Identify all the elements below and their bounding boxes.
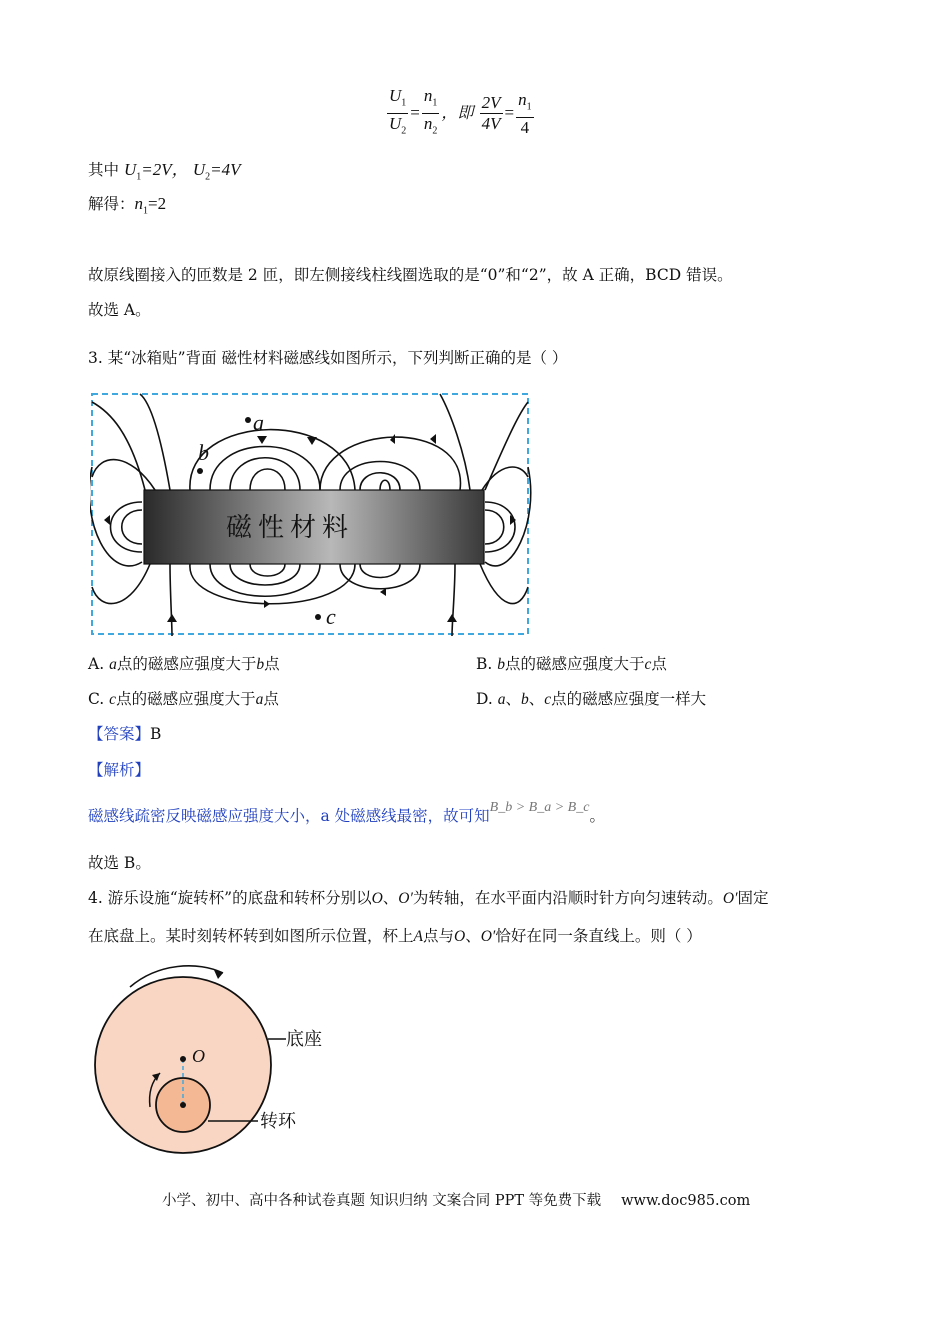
point-c-label: c [326, 604, 336, 629]
ring-label: 转环 [260, 1111, 296, 1132]
footer-url[interactable]: www.doc985.com [621, 1193, 751, 1209]
formula-line: $\frac{U_1}{U_2}$ = $\frac{n_1}{n_2}$ ，即 $\frac{2V}{4V}$ = $\frac{n_1}{4}$ [385, 86, 536, 142]
conclusion-paragraph: 故原线圈接入的匝数是 2 匝，即左侧接线柱线圈选取的是“0”和“2”，故 A 正确，BCD 错误。 [88, 266, 733, 284]
given-values-line: 其中 $U_1=2V$， $U_2=4V$ [88, 160, 241, 183]
select-a-line: 故选 A。 [88, 301, 151, 319]
question-3-stem: 3. 某“冰箱贴”背面 磁性材料磁感线如图所示，下列判断正确的是（ ） [88, 349, 568, 367]
magnetic-field-figure [90, 392, 532, 638]
question-4-stem-line1: 4. 游乐设施“旋转杯”的底盘和转杯分别以O、O′为转轴，在水平面内沿顺时针方向匀速转动。O′固定 [88, 889, 769, 907]
option-b[interactable]: B. b点的磁感应强度大于c点 [476, 655, 667, 673]
fraction-2v-4v: $\frac{2V}{4V}$ [481, 93, 501, 134]
base-label: 底座 [286, 1029, 322, 1050]
question-4-stem-line2: 在底盘上。某时刻转杯转到如图所示位置，杯上A点与O、O′恰好在同一条直线上。则（ ） [88, 927, 702, 945]
answer-line: 【答案】B [88, 725, 162, 743]
fraction-n1-4: $\frac{n_1}{4}$ [518, 89, 532, 138]
footer: 小学、初中、高中各种试卷真题 知识归纳 文案合同 PPT 等免费下载 www.doc985.com [162, 1193, 751, 1209]
point-b-label: b [198, 440, 209, 465]
center-o-label: O [192, 1046, 205, 1066]
select-b-line: 故选 B。 [88, 854, 151, 872]
fraction-n1-n2: $\frac{n_1}{n_2}$ [423, 86, 438, 137]
analysis-inequality: B_b > B_a > B_c [489, 800, 590, 815]
point-a-label: a [253, 410, 264, 435]
material-label: 磁性材料 [225, 513, 355, 543]
option-a[interactable]: A. a点的磁感应强度大于b点 [88, 655, 280, 673]
option-d[interactable]: D. a、b、c点的磁感应强度一样大 [476, 690, 707, 708]
fraction-u1-u2: $\frac{U_1}{U_2}$ [389, 86, 407, 137]
analysis-line: 磁感线疏密反映磁感应强度大小，a 处磁感线最密，故可知B_b > B_a > B_c。 [88, 800, 605, 825]
analysis-tag: 【解析】 [88, 761, 151, 779]
solution-line: 解得：$n_1=2$ [88, 194, 167, 217]
rotating-cup-figure [88, 955, 348, 1155]
option-c[interactable]: C. c点的磁感应强度大于a点 [88, 690, 279, 708]
